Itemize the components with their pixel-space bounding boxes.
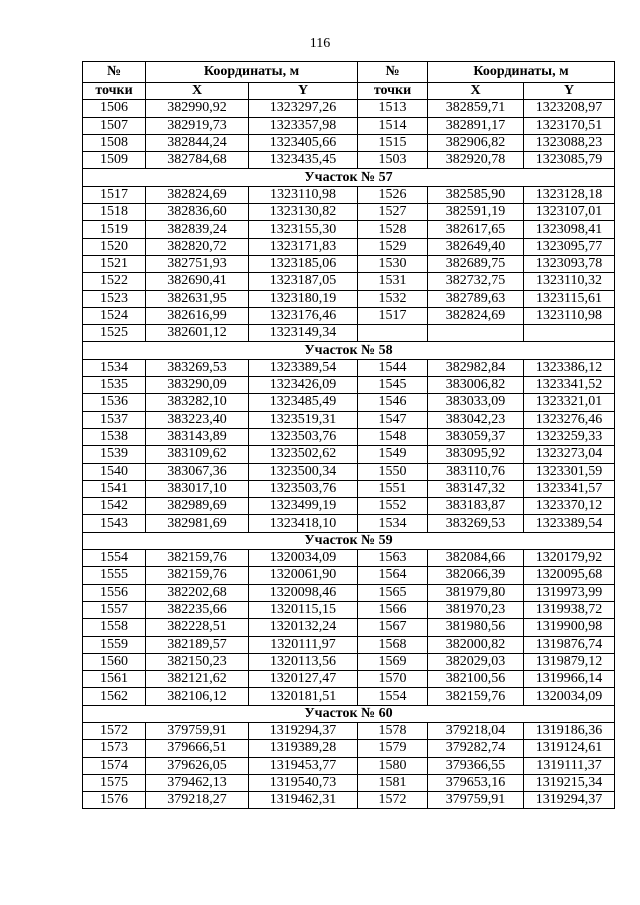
y-coordinate-cell: 1323259,33 [524,428,615,445]
x-coordinate-cell: 382066,39 [428,567,524,584]
x-coordinate-cell: 382159,76 [146,567,249,584]
x-coordinate-cell: 382690,41 [146,273,249,290]
point-number-cell: 1580 [358,757,428,774]
x-coordinate-cell: 382189,57 [146,636,249,653]
point-number-cell: 1550 [358,463,428,480]
point-number-cell: 1503 [358,152,428,169]
point-number-cell: 1525 [83,325,146,342]
section-heading-row [83,342,615,359]
y-coordinate-cell: 1319111,37 [524,757,615,774]
table-row [83,463,615,480]
x-coordinate-cell: 381979,80 [428,584,524,601]
y-coordinate-cell: 1319879,12 [524,653,615,670]
point-number-cell: 1536 [83,394,146,411]
y-coordinate-cell: 1319938,72 [524,601,615,618]
x-coordinate-cell: 382029,03 [428,653,524,670]
coordinates-table [82,61,615,809]
table-row [83,411,615,428]
point-number-cell: 1514 [358,117,428,134]
y-coordinate-cell: 1323273,04 [524,446,615,463]
point-number-cell: 1558 [83,619,146,636]
y-coordinate-cell: 1323149,34 [249,325,358,342]
y-coordinate-cell: 1323405,66 [249,134,358,151]
y-coordinate-cell: 1323276,46 [524,411,615,428]
y-coordinate-cell: 1323426,09 [249,377,358,394]
section-title: Участок № 57 [83,169,615,186]
table-body [83,100,615,809]
point-number-cell: 1552 [358,498,428,515]
point-number-cell: 1542 [83,498,146,515]
x-coordinate-cell: 382891,17 [428,117,524,134]
point-number-cell: 1526 [358,186,428,203]
x-coordinate-cell: 382920,78 [428,152,524,169]
y-coordinate-cell: 1319453,77 [249,757,358,774]
point-number-cell: 1515 [358,134,428,151]
y-coordinate-cell: 1323341,57 [524,480,615,497]
x-coordinate-cell: 383269,53 [428,515,524,532]
point-number-cell: 1578 [358,722,428,739]
y-coordinate-cell: 1323485,49 [249,394,358,411]
table-row [83,619,615,636]
y-coordinate-cell: 1323301,59 [524,463,615,480]
table-row [83,774,615,791]
table-row [83,394,615,411]
x-coordinate-cell: 382919,73 [146,117,249,134]
section-title: Участок № 58 [83,342,615,359]
x-coordinate-cell: 382235,66 [146,601,249,618]
y-coordinate-cell: 1319389,28 [249,740,358,757]
y-coordinate-cell: 1323341,52 [524,377,615,394]
table-row [83,152,615,169]
point-number-cell: 1519 [83,221,146,238]
y-coordinate-cell: 1323389,54 [524,515,615,532]
x-coordinate-cell: 379218,04 [428,722,524,739]
y-coordinate-cell: 1320034,09 [524,688,615,705]
point-number-cell: 1529 [358,238,428,255]
y-coordinate-cell: 1319966,14 [524,671,615,688]
y-coordinate-cell: 1320111,97 [249,636,358,653]
y-coordinate-cell: 1323170,51 [524,117,615,134]
point-number-cell: 1532 [358,290,428,307]
point-number-cell: 1518 [83,204,146,221]
x-coordinate-cell: 382824,69 [146,186,249,203]
point-number-cell: 1572 [83,722,146,739]
x-coordinate-cell: 379653,16 [428,774,524,791]
x-coordinate-cell: 382159,76 [146,550,249,567]
y-coordinate-cell: 1319215,34 [524,774,615,791]
y-coordinate-cell: 1323500,34 [249,463,358,480]
point-number-cell: 1522 [83,273,146,290]
point-number-cell: 1557 [83,601,146,618]
y-coordinate-cell: 1320034,09 [249,550,358,567]
x-coordinate-cell: 382989,69 [146,498,249,515]
point-number-cell: 1570 [358,671,428,688]
y-coordinate-cell: 1323187,05 [249,273,358,290]
x-coordinate-cell: 383223,40 [146,411,249,428]
point-number-cell: 1560 [83,653,146,670]
y-coordinate-cell: 1319973,99 [524,584,615,601]
x-coordinate-cell: 383067,36 [146,463,249,480]
point-number-cell: 1545 [358,377,428,394]
point-number-cell: 1579 [358,740,428,757]
x-coordinate-cell: 382228,51 [146,619,249,636]
x-coordinate-cell: 383109,62 [146,446,249,463]
x-coordinate-cell: 383033,09 [428,394,524,411]
y-coordinate-cell: 1319294,37 [249,722,358,739]
y-coordinate-cell: 1323115,61 [524,290,615,307]
x-coordinate-cell: 382631,95 [146,290,249,307]
x-coordinate-cell: 383282,10 [146,394,249,411]
x-coordinate-cell: 383269,53 [146,359,249,376]
y-coordinate-cell: 1323503,76 [249,480,358,497]
point-number-cell: 1562 [83,688,146,705]
x-coordinate-cell: 382824,69 [428,307,524,324]
x-coordinate-cell: 382159,76 [428,688,524,705]
x-coordinate-cell: 382649,40 [428,238,524,255]
x-coordinate-cell: 381970,23 [428,601,524,618]
point-number-cell: 1564 [358,567,428,584]
point-number-cell: 1561 [83,671,146,688]
x-coordinate-cell: 383017,10 [146,480,249,497]
point-number-cell: 1546 [358,394,428,411]
y-coordinate-cell: 1320061,90 [249,567,358,584]
table-row [83,567,615,584]
table-row [83,273,615,290]
table-row [83,377,615,394]
x-coordinate-cell [428,325,524,342]
x-coordinate-cell: 382784,68 [146,152,249,169]
table-row [83,584,615,601]
table-row [83,671,615,688]
table-row [83,359,615,376]
x-coordinate-cell: 383095,92 [428,446,524,463]
point-number-cell: 1568 [358,636,428,653]
y-coordinate-cell: 1323185,06 [249,255,358,272]
section-heading-row [83,532,615,549]
point-number-cell: 1572 [358,792,428,809]
x-coordinate-cell: 382859,71 [428,100,524,117]
x-coordinate-cell: 382121,62 [146,671,249,688]
x-header-left: X [146,83,249,100]
point-number-cell: 1539 [83,446,146,463]
x-coordinate-cell: 379366,55 [428,757,524,774]
point-number-cell: 1517 [83,186,146,203]
table-row [83,204,615,221]
y-coordinate-cell: 1319462,31 [249,792,358,809]
point-number-cell: 1521 [83,255,146,272]
point-number-cell: 1563 [358,550,428,567]
point-number-cell: 1535 [83,377,146,394]
x-coordinate-cell: 382084,66 [428,550,524,567]
x-coordinate-cell: 382836,60 [146,204,249,221]
point-word-header-right: точки [358,83,428,100]
point-number-cell: 1528 [358,221,428,238]
table-row [83,255,615,272]
point-number-cell: 1544 [358,359,428,376]
y-coordinate-cell: 1319900,98 [524,619,615,636]
point-number-cell: 1554 [83,550,146,567]
point-number-cell: 1523 [83,290,146,307]
y-coordinate-cell: 1320179,92 [524,550,615,567]
x-coordinate-cell: 382585,90 [428,186,524,203]
y-coordinate-cell: 1323370,12 [524,498,615,515]
y-coordinate-cell: 1319186,36 [524,722,615,739]
section-heading-row [83,705,615,722]
table-row [83,688,615,705]
y-coordinate-cell: 1320113,56 [249,653,358,670]
point-number-cell: 1537 [83,411,146,428]
table-row [83,740,615,757]
point-number-cell: 1513 [358,100,428,117]
x-coordinate-cell: 383006,82 [428,377,524,394]
point-number-cell: 1530 [358,255,428,272]
point-number-cell: 1543 [83,515,146,532]
point-number-cell: 1520 [83,238,146,255]
y-coordinate-cell: 1323502,62 [249,446,358,463]
point-number-cell: 1574 [83,757,146,774]
x-coordinate-cell: 382617,65 [428,221,524,238]
point-number-cell: 1538 [83,428,146,445]
point-number-cell: 1559 [83,636,146,653]
point-number-cell: 1524 [83,307,146,324]
section-title: Участок № 60 [83,705,615,722]
y-coordinate-cell: 1323435,45 [249,152,358,169]
point-word-header-left: точки [83,83,146,100]
point-number-header-right: № [358,62,428,83]
y-coordinate-cell: 1319294,37 [524,792,615,809]
y-coordinate-cell: 1323110,32 [524,273,615,290]
x-coordinate-cell: 382732,75 [428,273,524,290]
y-coordinate-cell: 1323418,10 [249,515,358,532]
x-coordinate-cell: 382982,84 [428,359,524,376]
point-number-cell: 1567 [358,619,428,636]
x-coordinate-cell: 379282,74 [428,740,524,757]
y-coordinate-cell: 1320095,68 [524,567,615,584]
y-coordinate-cell: 1323088,23 [524,134,615,151]
point-number-cell: 1534 [83,359,146,376]
point-number-cell: 1549 [358,446,428,463]
table-row [83,480,615,497]
y-coordinate-cell: 1323519,31 [249,411,358,428]
point-number-cell: 1517 [358,307,428,324]
x-coordinate-cell: 379626,05 [146,757,249,774]
x-coordinate-cell: 382820,72 [146,238,249,255]
coordinates-header-right: Координаты, м [428,62,615,83]
y-coordinate-cell: 1323095,77 [524,238,615,255]
section-title: Участок № 59 [83,532,615,549]
table-row [83,653,615,670]
x-header-right: X [428,83,524,100]
point-number-cell: 1540 [83,463,146,480]
y-header-left: Y [249,83,358,100]
y-coordinate-cell: 1319540,73 [249,774,358,791]
point-number-cell: 1541 [83,480,146,497]
y-coordinate-cell: 1323357,98 [249,117,358,134]
y-coordinate-cell: 1323155,30 [249,221,358,238]
y-coordinate-cell: 1319124,61 [524,740,615,757]
y-coordinate-cell: 1320127,47 [249,671,358,688]
point-number-cell: 1576 [83,792,146,809]
point-number-cell: 1527 [358,204,428,221]
y-coordinate-cell: 1323128,18 [524,186,615,203]
table-row [83,325,615,342]
x-coordinate-cell: 379462,13 [146,774,249,791]
y-coordinate-cell: 1320132,24 [249,619,358,636]
y-coordinate-cell: 1323503,76 [249,428,358,445]
coordinates-header-left: Координаты, м [146,62,358,83]
y-coordinate-cell: 1323107,01 [524,204,615,221]
y-coordinate-cell: 1323208,97 [524,100,615,117]
table-row [83,757,615,774]
y-coordinate-cell: 1320098,46 [249,584,358,601]
x-coordinate-cell: 382100,56 [428,671,524,688]
y-coordinate-cell: 1323110,98 [249,186,358,203]
point-number-cell: 1509 [83,152,146,169]
x-coordinate-cell: 382000,82 [428,636,524,653]
table-row [83,238,615,255]
point-number-cell: 1508 [83,134,146,151]
x-coordinate-cell: 382150,23 [146,653,249,670]
point-number-cell [358,325,428,342]
x-coordinate-cell: 382591,19 [428,204,524,221]
x-coordinate-cell: 383147,32 [428,480,524,497]
x-coordinate-cell: 382202,68 [146,584,249,601]
point-number-cell: 1556 [83,584,146,601]
x-coordinate-cell: 383183,87 [428,498,524,515]
point-number-cell: 1565 [358,584,428,601]
y-coordinate-cell: 1320181,51 [249,688,358,705]
x-coordinate-cell: 382906,82 [428,134,524,151]
point-number-cell: 1581 [358,774,428,791]
x-coordinate-cell: 383042,23 [428,411,524,428]
table-row [83,117,615,134]
x-coordinate-cell: 379759,91 [146,722,249,739]
x-coordinate-cell: 383110,76 [428,463,524,480]
point-number-cell: 1507 [83,117,146,134]
y-coordinate-cell: 1319876,74 [524,636,615,653]
y-coordinate-cell: 1320115,15 [249,601,358,618]
point-number-cell: 1575 [83,774,146,791]
point-number-cell: 1547 [358,411,428,428]
y-coordinate-cell: 1323499,19 [249,498,358,515]
x-coordinate-cell: 379759,91 [428,792,524,809]
x-coordinate-cell: 382844,24 [146,134,249,151]
x-coordinate-cell: 381980,56 [428,619,524,636]
y-coordinate-cell: 1323171,83 [249,238,358,255]
y-coordinate-cell: 1323110,98 [524,307,615,324]
x-coordinate-cell: 383290,09 [146,377,249,394]
x-coordinate-cell: 382751,93 [146,255,249,272]
point-number-cell: 1566 [358,601,428,618]
y-coordinate-cell: 1323085,79 [524,152,615,169]
point-number-cell: 1534 [358,515,428,532]
table-row [83,636,615,653]
x-coordinate-cell: 383143,89 [146,428,249,445]
x-coordinate-cell: 382981,69 [146,515,249,532]
page-number: 116 [309,36,331,51]
x-coordinate-cell: 382689,75 [428,255,524,272]
y-coordinate-cell: 1323321,01 [524,394,615,411]
x-coordinate-cell: 382616,99 [146,307,249,324]
table-row [83,428,615,445]
x-coordinate-cell: 379218,27 [146,792,249,809]
x-coordinate-cell: 382990,92 [146,100,249,117]
y-coordinate-cell: 1323093,78 [524,255,615,272]
table-row [83,446,615,463]
x-coordinate-cell: 382839,24 [146,221,249,238]
point-number-cell: 1555 [83,567,146,584]
table-row [83,722,615,739]
y-coordinate-cell: 1323297,26 [249,100,358,117]
x-coordinate-cell: 379666,51 [146,740,249,757]
section-heading-row [83,169,615,186]
point-number-cell: 1548 [358,428,428,445]
y-coordinate-cell [524,325,615,342]
table-row [83,792,615,809]
y-coordinate-cell: 1323176,46 [249,307,358,324]
table-row [83,290,615,307]
y-coordinate-cell: 1323386,12 [524,359,615,376]
table-row [83,186,615,203]
y-header-right: Y [524,83,615,100]
table-row [83,134,615,151]
y-coordinate-cell: 1323130,82 [249,204,358,221]
table-row [83,550,615,567]
x-coordinate-cell: 382106,12 [146,688,249,705]
table-row [83,515,615,532]
point-number-cell: 1554 [358,688,428,705]
y-coordinate-cell: 1323098,41 [524,221,615,238]
table-row [83,498,615,515]
x-coordinate-cell: 382789,63 [428,290,524,307]
point-number-cell: 1573 [83,740,146,757]
y-coordinate-cell: 1323389,54 [249,359,358,376]
table-row [83,601,615,618]
table-row [83,100,615,117]
point-number-header-left: № [83,62,146,83]
table-row [83,221,615,238]
point-number-cell: 1551 [358,480,428,497]
point-number-cell: 1569 [358,653,428,670]
y-coordinate-cell: 1323180,19 [249,290,358,307]
x-coordinate-cell: 382601,12 [146,325,249,342]
point-number-cell: 1531 [358,273,428,290]
x-coordinate-cell: 383059,37 [428,428,524,445]
table-row [83,307,615,324]
point-number-cell: 1506 [83,100,146,117]
